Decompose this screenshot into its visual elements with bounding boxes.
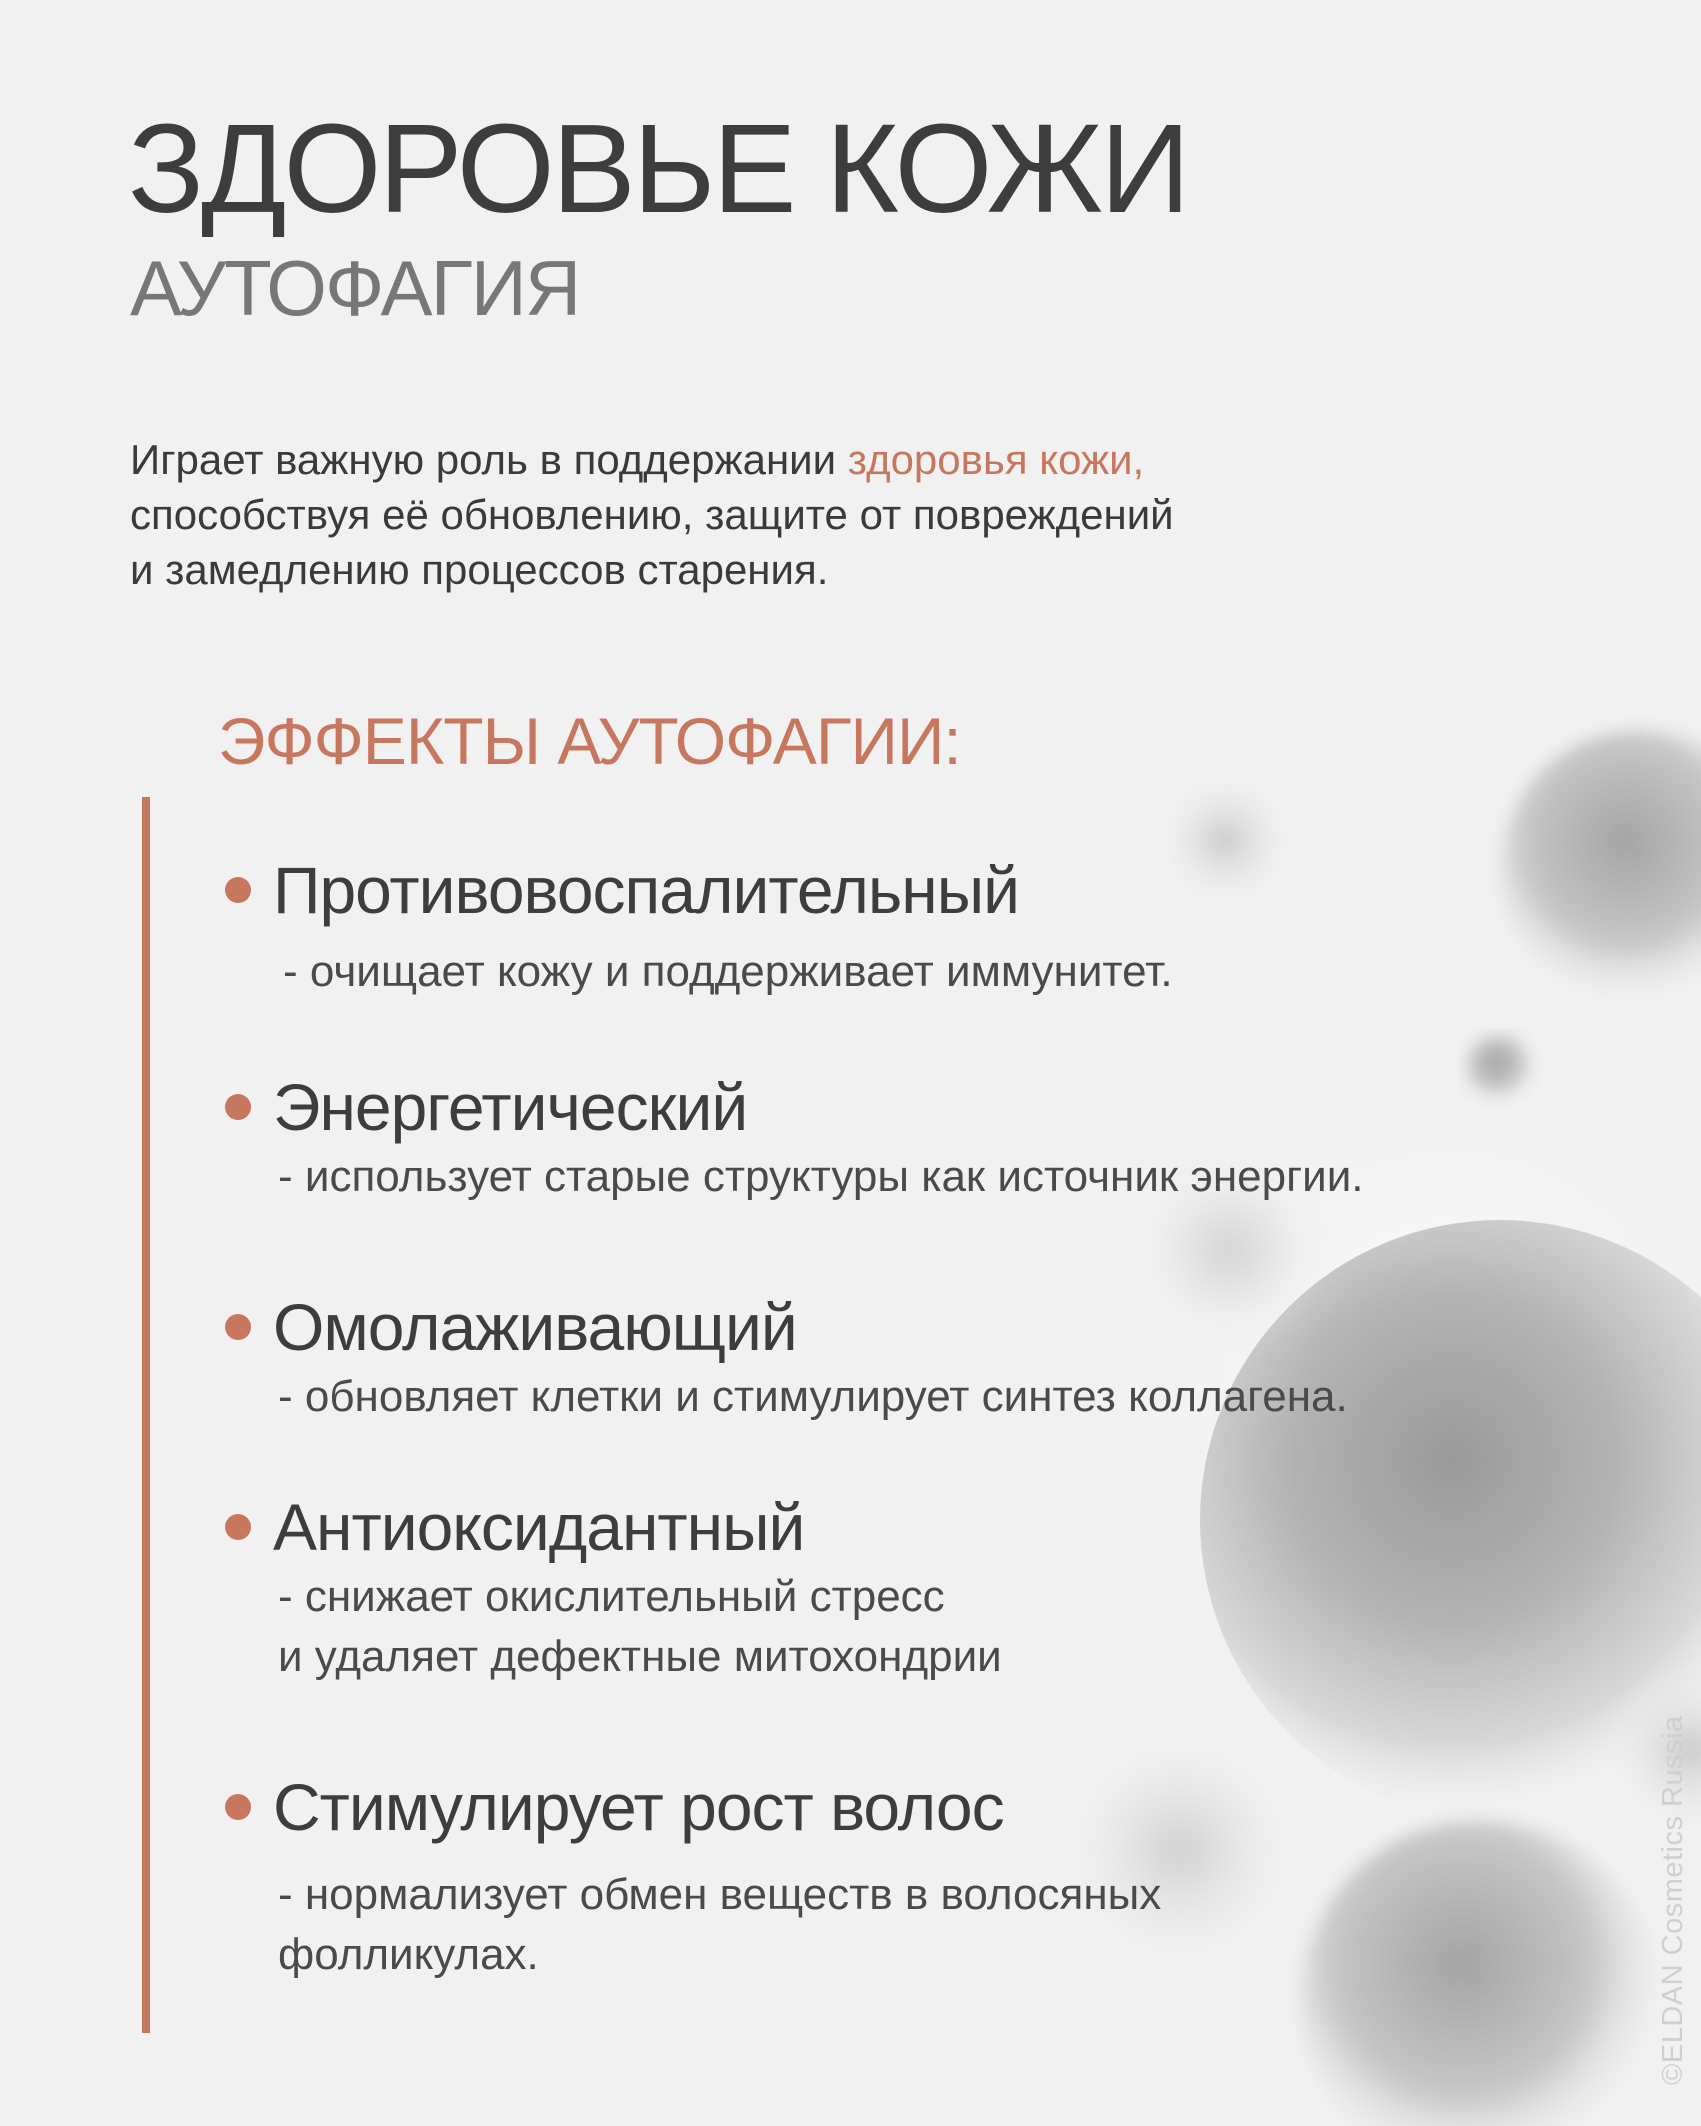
effects-heading: ЭФФЕКТЫ АУТОФАГИИ:: [218, 704, 961, 778]
intro-text-start: Играет важную роль в поддержании: [130, 436, 848, 483]
effect-description-line: фолликулах.: [278, 1930, 539, 1979]
effect-name: Антиоксидантный: [273, 1490, 805, 1564]
intro-highlight: здоровья кожи,: [847, 436, 1145, 483]
page-subtitle: АУТОФАГИЯ: [130, 244, 580, 332]
effect-name: Противовоспалительный: [273, 853, 1020, 927]
effect-name: Энергетический: [273, 1070, 748, 1144]
bullet-dot: [225, 1314, 251, 1340]
effect-description: [278, 1567, 1002, 1687]
intro-line-3: и замедлению процессов старения.: [130, 546, 829, 593]
effect-description-line: - снижает окислительный стресс: [278, 1572, 945, 1621]
effect-description-line: и удаляет дефектные митохондрии: [278, 1632, 1002, 1681]
intro-paragraph: [130, 432, 1330, 597]
bullet-dot: [225, 1794, 251, 1820]
bullet-dot: [225, 877, 251, 903]
intro-line-2: способствуя её обновлению, защите от повреждений: [130, 491, 1174, 538]
effect-description: [278, 1147, 1364, 1207]
effect-description: [278, 1367, 1348, 1427]
effect-description: [283, 942, 1173, 1002]
bullet-dot: [225, 1094, 251, 1120]
copyright-watermark: ©ELDAN Cosmetics Russia: [1657, 1715, 1689, 2085]
effect-description: [278, 1865, 1161, 1985]
effect-description-line: - очищает кожу и поддерживает иммунитет.: [283, 947, 1173, 996]
effect-description-line: - нормализует обмен веществ в волосяных: [278, 1870, 1162, 1919]
accent-vertical-line: [142, 797, 150, 2033]
page-title: ЗДОРОВЬЕ КОЖИ: [128, 98, 1188, 239]
effect-name: Омолаживающий: [273, 1290, 797, 1364]
effect-name: Стимулирует рост волос: [273, 1770, 1004, 1844]
effect-description-line: - обновляет клетки и стимулирует синтез коллагена.: [278, 1372, 1348, 1421]
bullet-dot: [225, 1514, 251, 1540]
effect-description-line: - использует старые структуры как источник энергии.: [278, 1152, 1364, 1201]
